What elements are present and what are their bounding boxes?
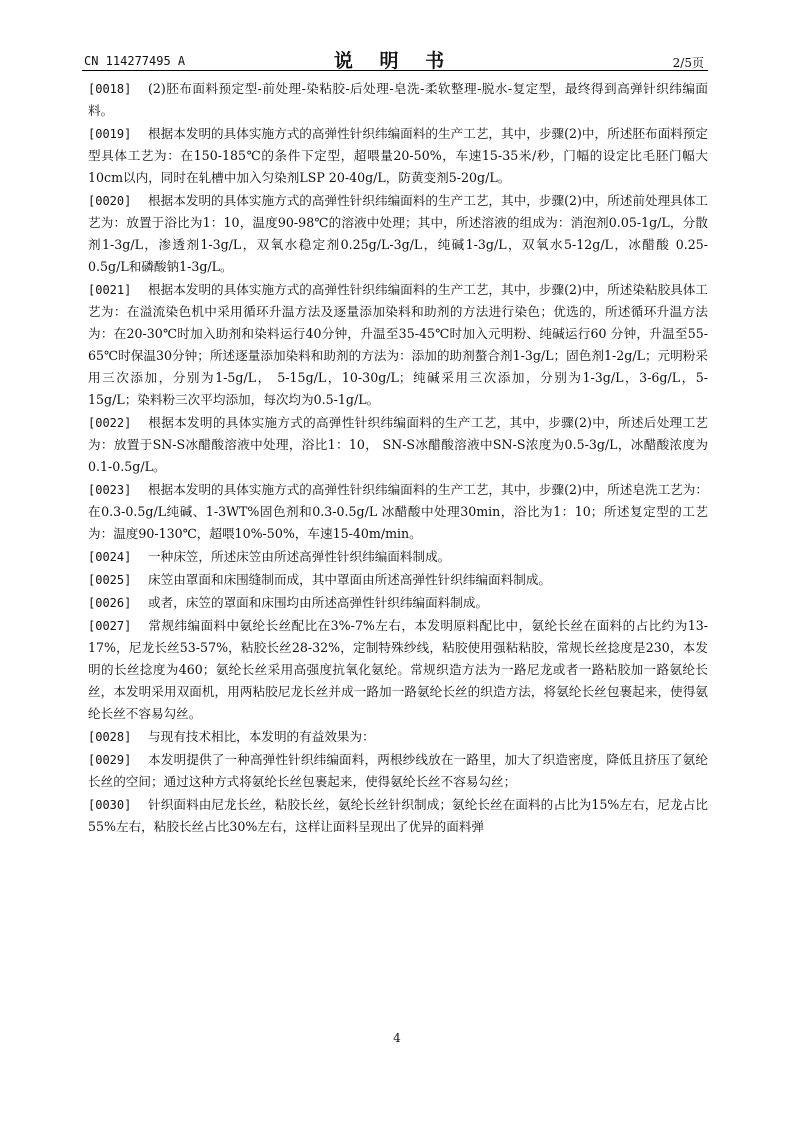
paragraph-number: [0021] bbox=[88, 283, 132, 297]
paragraph-number: [0024] bbox=[88, 550, 132, 564]
paragraph-text: 根据本发明的具体实施方式的高弹性针织纬编面料的生产工艺，其中，步骤(2)中，所述皂洗工艺为：在0.3-0.5g/L纯碱、1-3WT%固色剂和0.3-0.5g/L 冰醋酸中处理30min，浴比为1：10；所述复定型的工艺为：温度90-130℃，超喂10%-50%，车速15-40m/min。 bbox=[88, 482, 708, 541]
paragraph-text: 根据本发明的具体实施方式的高弹性针织纬编面料的生产工艺，其中，步骤(2)中，所述染粘胶具体工艺为：在溢流染色机中采用循环升温方法及逐量添加染料和助剂的方法进行染色；优选的，所述循环升温方法为：在20-30℃时加入助剂和染料运行40分钟，升温至35-45℃时加入元明粉、纯碱运行60 分钟，升温至55-65℃时保温30分钟；所述逐量添加染料和助剂的方法为：添加的助剂螯合剂1-3g/L；固色剂1-2g/L；元明粉采用三次添加，分别为1-5g/L， 5-15g/L，10-30g/L；纯碱采用三次添加，分别为1-3g/L，3-6g/L，5-15g/L；染料粉三次平均添加，每次均为0.5-1g/L。 bbox=[88, 282, 708, 407]
document-body bbox=[88, 78, 708, 839]
paragraph-0027 bbox=[88, 615, 708, 726]
paragraph-text: 与现有技术相比，本发明的有益效果为： bbox=[148, 729, 375, 744]
paragraph-text: (2)胚布面料预定型-前处理-染粘胶-后处理-皂洗-柔软整理-脱水-复定型，最终得到高弹针织纬编面料。 bbox=[88, 81, 708, 118]
paragraph-number: [0025] bbox=[88, 573, 132, 587]
paragraph-0029 bbox=[88, 749, 708, 794]
paragraph-number: [0023] bbox=[88, 483, 132, 497]
header-rule bbox=[82, 70, 708, 71]
paragraph-0026 bbox=[88, 592, 708, 615]
paragraph-0025 bbox=[88, 569, 708, 592]
paragraph-text: 根据本发明的具体实施方式的高弹性针织纬编面料的生产工艺，其中，步骤(2)中，所述后处理工艺为：放置于SN-S冰醋酸溶液中处理，浴比1：10， SN-S冰醋酸溶液中SN-S浓度为0.5-3g/L，冰醋酸浓度为0.1-0.5g/L。 bbox=[88, 415, 708, 474]
paragraph-0023 bbox=[88, 479, 708, 546]
paragraph-text: 本发明提供了一种高弹性针织纬编面料，两根纱线放在一路里，加大了织造密度，降低且挤压了氨纶长丝的空间；通过这种方式将氨纶长丝包裹起来，使得氨纶长丝不容易勾丝； bbox=[88, 752, 708, 789]
paragraph-text: 床笠由罩面和床围缝制而成，其中罩面由所述高弹性针织纬编面料制成。 bbox=[148, 572, 551, 587]
paragraph-number: [0022] bbox=[88, 416, 132, 430]
paragraph-0024 bbox=[88, 546, 708, 569]
paragraph-number: [0026] bbox=[88, 596, 132, 610]
paragraph-0022 bbox=[88, 412, 708, 479]
paragraph-text: 针织面料由尼龙长丝，粘胶长丝，氨纶长丝针织制成；氨纶长丝在面料的占比为15%左右，尼龙占比55%左右，粘胶长丝占比30%左右，这样让面料呈现出了优异的面料弹 bbox=[88, 797, 708, 834]
paragraph-number: [0030] bbox=[88, 798, 132, 812]
paragraph-0020 bbox=[88, 190, 708, 279]
paragraph-0019 bbox=[88, 123, 708, 190]
paragraph-0028 bbox=[88, 726, 708, 749]
paragraph-number: [0020] bbox=[88, 194, 132, 208]
paragraph-0021 bbox=[88, 279, 708, 412]
page-info: 2/5页 bbox=[672, 56, 704, 70]
paragraph-text: 常规纬编面料中氨纶长丝配比在3%-7%左右，本发明原料配比中，氨纶长丝在面料的占比约为13-17%，尼龙长丝53-57%，粘胶长丝28-32%，定制特殊纱线，粘胶使用强粘粘胶，常规长丝捻度是230，本发明的长丝捻度为460；氨纶长丝采用高强度抗氧化氨纶。常规织造方法为一路尼龙或者一路粘胶加一路氨纶长丝，本发明采用双面机，用两粘胶尼龙长丝并成一路加一路氨纶长丝的织造方法，将氨纶长丝包裹起来，使得氨纶长丝不容易勾丝。 bbox=[88, 618, 708, 721]
paragraph-number: [0019] bbox=[88, 127, 132, 141]
document-title: 说 明 书 bbox=[333, 50, 455, 72]
paragraph-0030 bbox=[88, 794, 708, 839]
paragraph-text: 或者，床笠的罩面和床围均由所述高弹性针织纬编面料制成。 bbox=[148, 595, 489, 610]
paragraph-number: [0027] bbox=[88, 619, 132, 633]
paragraph-0018 bbox=[88, 78, 708, 123]
paragraph-text: 根据本发明的具体实施方式的高弹性针织纬编面料的生产工艺，其中，步骤(2)中，所述前处理具体工艺为：放置于浴比为1：10，温度90-98℃的溶液中处理；其中，所述溶液的组成为：消泡剂0.05-1g/L，分散剂1-3g/L，渗透剂1-3g/L，双氧水稳定剂0.25g/L-3g/L，纯碱1-3g/L，双氧水5-12g/L，冰醋酸 0.25-0.5g/L和磷酸钠1-3g/L。 bbox=[88, 193, 708, 274]
publication-number: CN 114277495 A bbox=[84, 54, 186, 68]
paragraph-text: 一种床笠，所述床笠由所述高弹性针织纬编面料制成。 bbox=[148, 549, 451, 564]
paragraph-number: [0018] bbox=[88, 82, 132, 96]
page-number: 4 bbox=[393, 1031, 401, 1045]
paragraph-text: 根据本发明的具体实施方式的高弹性针织纬编面料的生产工艺，其中，步骤(2)中，所述胚布面料预定型具体工艺为：在150-185℃的条件下定型，超喂量20-50%，车速15-35米/秒，门幅的设定比毛胚门幅大10cm以内，同时在轧槽中加入匀染剂LSP 20-40g/L，防黄变剂5-20g/L。 bbox=[88, 126, 708, 185]
paragraph-number: [0029] bbox=[88, 753, 132, 767]
paragraph-number: [0028] bbox=[88, 730, 132, 744]
